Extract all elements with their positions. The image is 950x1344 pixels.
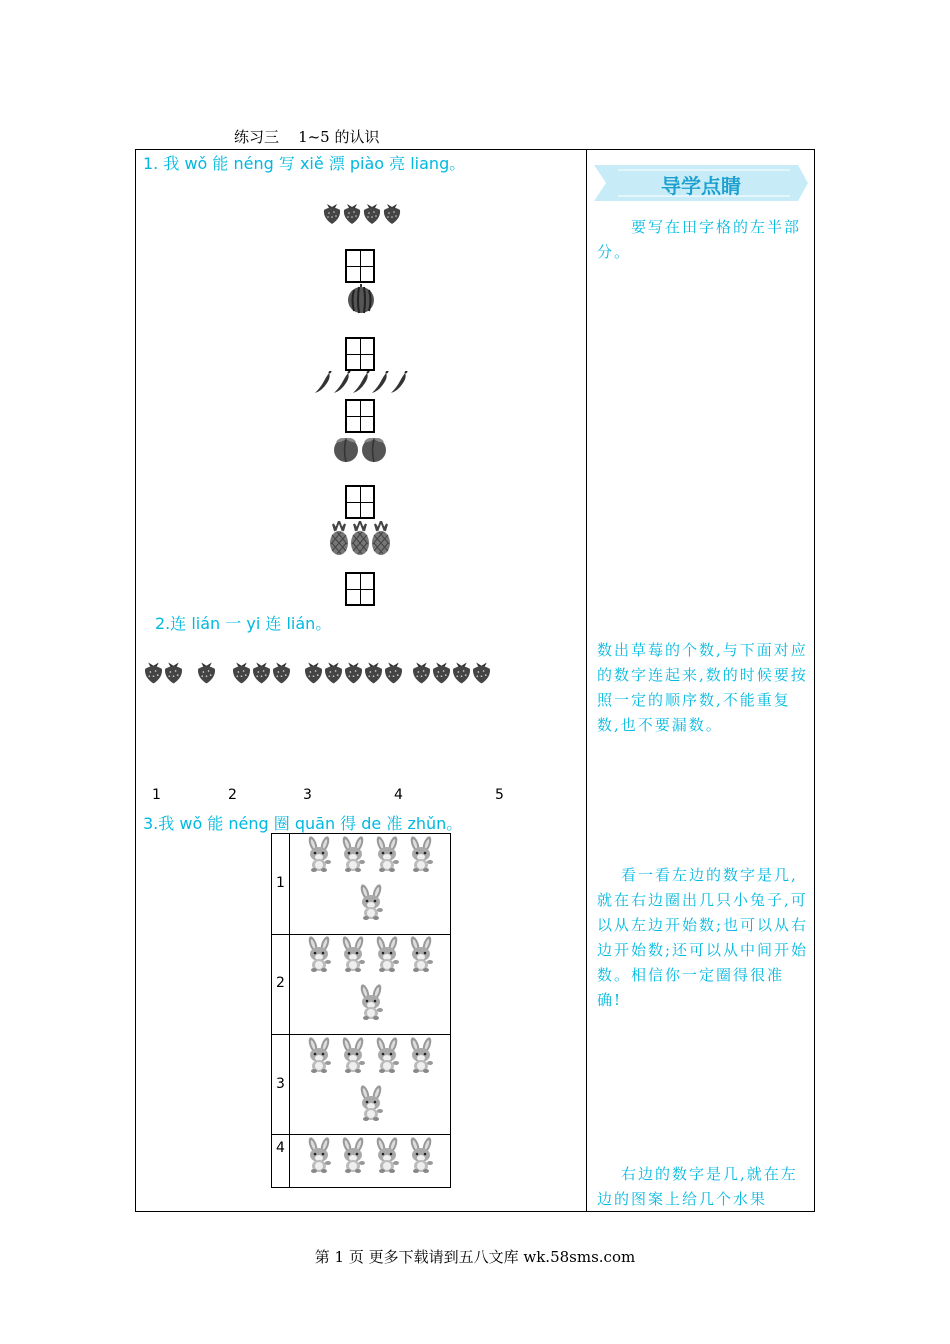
match-number-5[interactable]: 5 xyxy=(495,787,504,803)
tianzige-box-1[interactable] xyxy=(345,249,375,283)
tianzige-box-4[interactable] xyxy=(345,485,375,519)
strawberry-group-4b xyxy=(411,658,493,692)
match-number-3[interactable]: 3 xyxy=(303,787,312,803)
tianzige-box-5[interactable] xyxy=(345,572,375,606)
strawberry-group-1 xyxy=(196,658,218,692)
rabbit-row-label-4: 4 xyxy=(276,1140,285,1156)
page-title: 练习三 1~5 的认识 xyxy=(234,128,380,146)
rabbit-row-label-2: 2 xyxy=(276,975,285,991)
rabbit-table-rule xyxy=(271,1034,451,1035)
match-number-1[interactable]: 1 xyxy=(152,787,161,803)
hint-2: 数出草莓的个数,与下面对应的数字连起来,数的时候要按照一定的顺序数,不能重复数,也不要漏数。 xyxy=(597,641,808,734)
strawberry-group-4 xyxy=(322,200,402,232)
rabbit-table-rule xyxy=(271,934,451,935)
strawberry-group-3 xyxy=(231,658,293,692)
rabbit-table-rule xyxy=(271,1134,451,1135)
question-3-title: 3.我 wǒ 能 néng 圈 quān 得 de 准 zhǔn。 xyxy=(143,814,463,833)
strawberry-group-2 xyxy=(143,658,185,692)
question-1-title: 1. 我 wǒ 能 néng 写 xiě 漂 piào 亮 liang。 xyxy=(143,154,466,173)
tianzige-box-2[interactable] xyxy=(345,337,375,371)
hint-3: 看一看左边的数字是几,就在右边圈出几只小兔子,可以从左边开始数;也可以从右边开始数;还可以从中间开始数。相信你一定圈得很准确! xyxy=(597,866,809,1009)
rabbit-row-4[interactable] xyxy=(303,1137,443,1181)
rabbit-row-3[interactable] xyxy=(303,1037,443,1131)
watermelon-icon xyxy=(346,284,376,318)
match-number-4[interactable]: 4 xyxy=(394,787,403,803)
peach-group-2 xyxy=(331,433,391,467)
rabbit-row-1[interactable] xyxy=(303,836,443,930)
guide-banner-title: 导学点睛 xyxy=(661,174,741,198)
rabbit-row-label-1: 1 xyxy=(276,875,285,891)
rabbit-row-label-3: 3 xyxy=(276,1076,285,1092)
strawberry-group-5 xyxy=(303,658,405,692)
tianzige-box-3[interactable] xyxy=(345,399,375,433)
column-divider xyxy=(586,149,587,1212)
pineapple-group-3 xyxy=(329,521,391,559)
rabbit-row-2[interactable] xyxy=(303,936,443,1030)
page-footer: 第 1 页 更多下载请到五八文库 wk.58sms.com xyxy=(314,1248,636,1266)
guide-banner xyxy=(594,163,808,203)
pepper-group-5 xyxy=(313,371,413,401)
hint-4: 右边的数字是几,就在左边的图案上给几个水果 xyxy=(597,1165,798,1208)
hint-1: 要写在田字格的左半部分。 xyxy=(597,218,802,261)
match-number-2[interactable]: 2 xyxy=(228,787,237,803)
question-2-title: 2.连 lián 一 yi 连 lián。 xyxy=(155,614,332,633)
